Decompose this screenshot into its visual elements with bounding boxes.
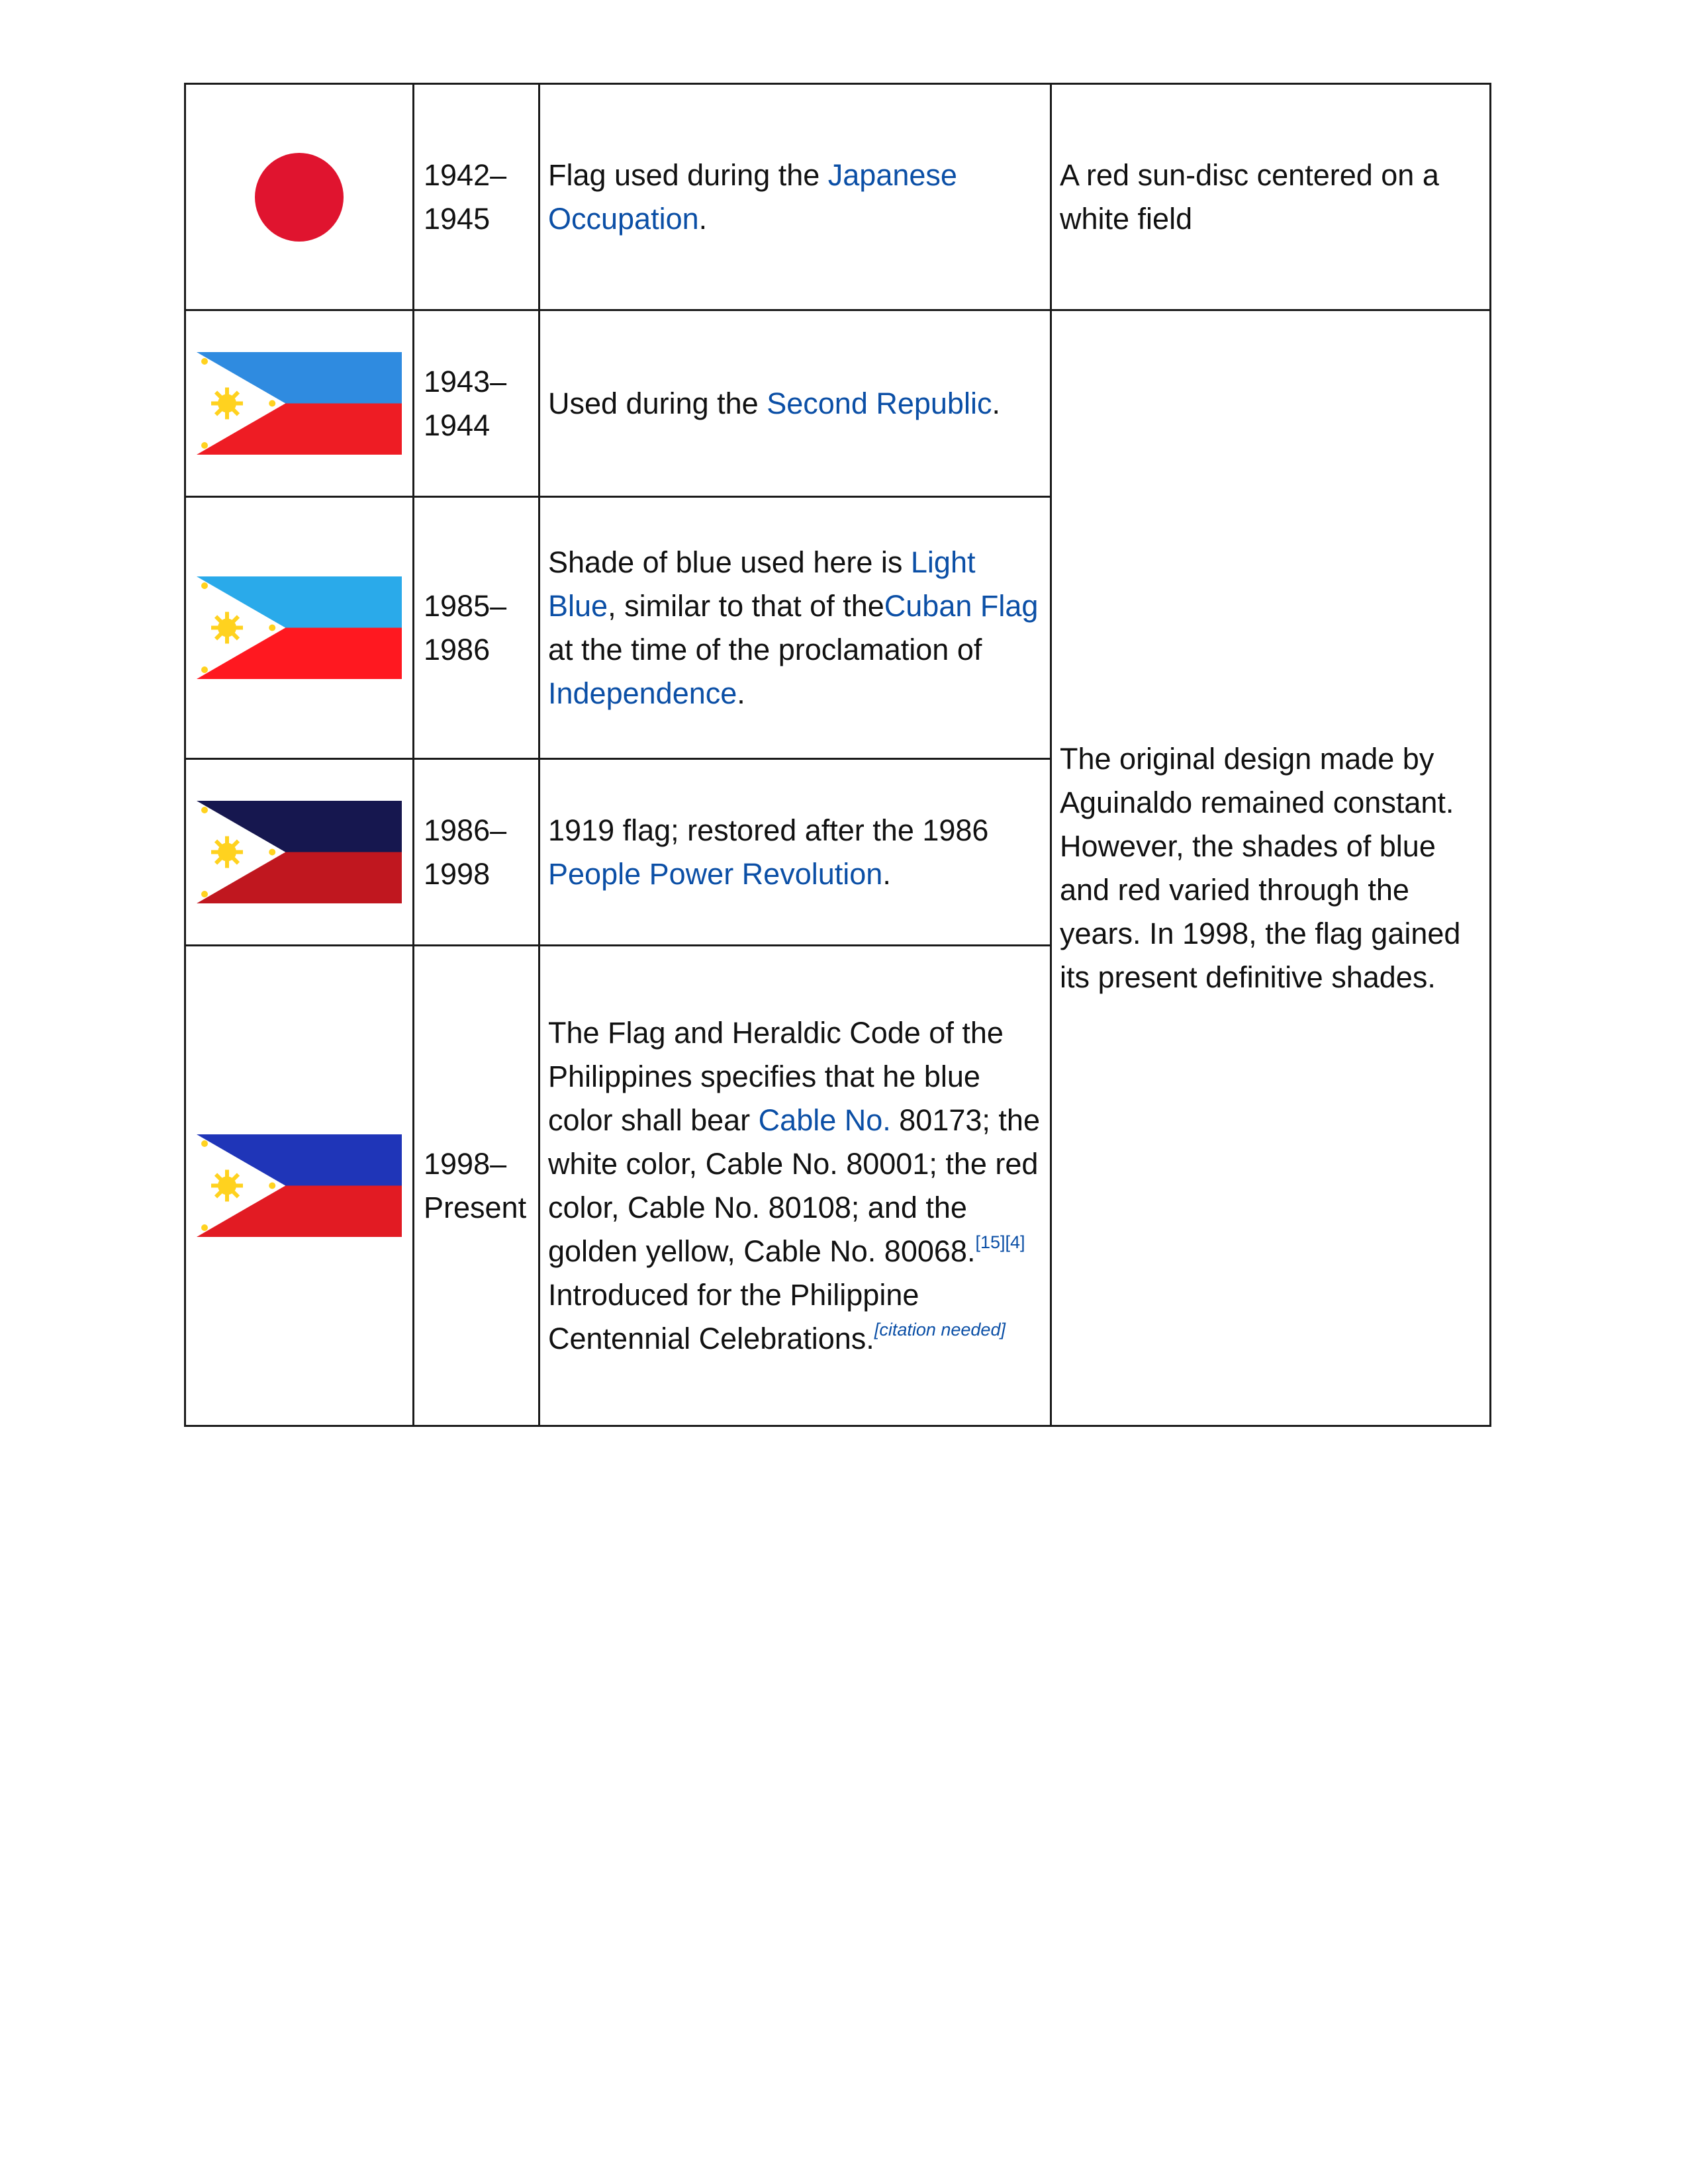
flag-history-table [184, 83, 1491, 1427]
description-cell [539, 759, 1051, 946]
philippine-flag-1943-icon [197, 352, 402, 455]
description-text: . [737, 676, 745, 710]
year-start: 1998– [424, 1146, 507, 1181]
year-cell [414, 497, 539, 759]
description-cell [539, 310, 1051, 497]
flag-cell [185, 497, 414, 759]
shared-note-cell [1051, 310, 1491, 1426]
flag-cell [185, 84, 414, 310]
flag-star-icon [201, 666, 208, 673]
independence-link[interactable]: Independence [548, 676, 737, 710]
flag-star-icon [269, 625, 275, 631]
flag-star-icon [201, 582, 208, 589]
year-end: Present [424, 1190, 527, 1224]
table-row [185, 310, 1491, 497]
flag-star-icon [269, 849, 275, 856]
description-text: . [698, 201, 708, 236]
year-start: 1985– [424, 588, 507, 623]
flag-star-icon [201, 807, 208, 813]
flag-star-icon [201, 358, 208, 365]
flag-star-icon [269, 1183, 275, 1189]
description-cell [539, 84, 1051, 310]
note-cell [1051, 84, 1491, 310]
description-cell [539, 497, 1051, 759]
year-cell [414, 310, 539, 497]
description-text: Shade of blue used here is [548, 545, 911, 579]
year-end: 1986 [424, 632, 491, 666]
flag-sun-icon [211, 837, 243, 868]
description-cell [539, 946, 1051, 1426]
flag-star-icon [201, 891, 208, 897]
second-republic-link[interactable]: Second Republic [767, 386, 992, 420]
flag-sun-icon [211, 612, 243, 644]
year-cell [414, 84, 539, 310]
note-text: A red sun-disc centered on a white field [1060, 158, 1439, 236]
philippine-flag-1998-icon [197, 1134, 402, 1237]
year-start: 1942– [424, 158, 507, 192]
table-row [185, 84, 1491, 310]
flag-star-icon [201, 442, 208, 449]
flag-cell [185, 759, 414, 946]
description-text: The Flag and Heraldic Code of the Philippines specifies that he blue color shall bear [548, 1015, 1004, 1137]
shared-note-text: The original design made by Aguinaldo remained constant. However, the shades of blue and red varied through the years. In 1998, the flag gained its present definitive shades. [1060, 741, 1461, 994]
year-cell [414, 759, 539, 946]
philippine-flag-1985-icon [197, 576, 402, 679]
year-end: 1998 [424, 856, 491, 891]
citation-needed-link[interactable]: [citation needed] [874, 1319, 1006, 1340]
flag-sun-icon [211, 1170, 243, 1202]
description-text: Flag used during the [548, 158, 828, 192]
year-end: 1944 [424, 408, 491, 442]
flag-star-icon [201, 1224, 208, 1231]
flag-star-icon [201, 1140, 208, 1147]
description-text: . [992, 386, 1000, 420]
description-text: at the time of the proclamation of [548, 632, 982, 666]
cable-no-link[interactable]: Cable No. [758, 1103, 891, 1137]
description-text: . [882, 856, 891, 891]
flag-cell [185, 946, 414, 1426]
light-blue-link[interactable]: Light Blue [548, 545, 976, 623]
japanese-flag-icon [250, 148, 349, 247]
flag-star-icon [269, 400, 275, 407]
flag-sun-icon [211, 388, 243, 420]
year-end: 1945 [424, 201, 491, 236]
people-power-revolution-link[interactable]: People Power Revolution [548, 856, 883, 891]
year-cell [414, 946, 539, 1426]
philippine-flag-1986-icon [197, 801, 402, 903]
flag-cell [185, 310, 414, 497]
reference-links[interactable]: [15][4] [975, 1232, 1025, 1252]
description-text: Introduced for the Philippine Centennial Celebrations. [548, 1277, 919, 1355]
japanese-occupation-link[interactable]: Japanese Occupation [548, 158, 957, 236]
description-text: 1919 flag; restored after the 1986 [548, 813, 989, 847]
year-start: 1986– [424, 813, 507, 847]
description-text: , similar to that of the [608, 588, 884, 623]
description-text: Used during the [548, 386, 767, 420]
cuban-flag-link[interactable]: Cuban Flag [884, 588, 1039, 623]
description-text: 80173; the white color, Cable No. 80001; the red color, Cable No. 80108; and the golden yellow, Cable No. 80068. [548, 1103, 1040, 1268]
year-start: 1943– [424, 364, 507, 398]
